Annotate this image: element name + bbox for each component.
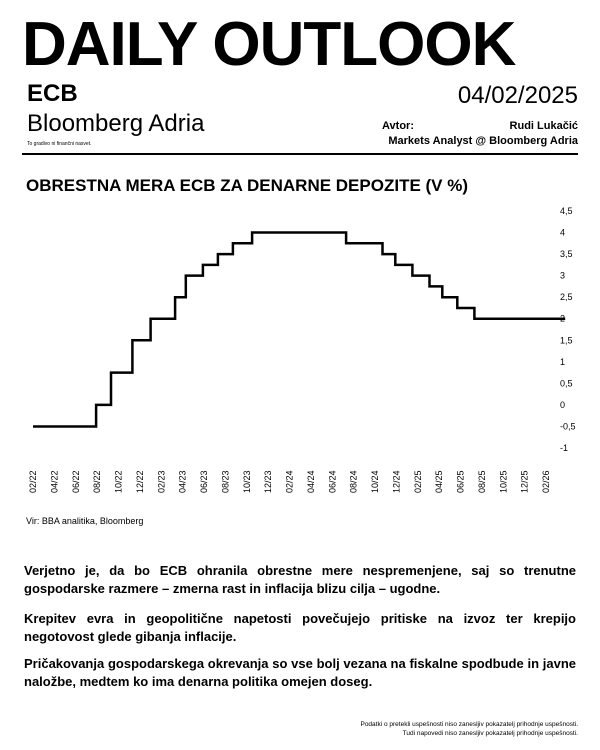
y-tick-label: 3,5 (560, 249, 573, 260)
chart-source: Vir: BBA analitika, Bloomberg (26, 516, 144, 526)
brand-logo-text: Bloomberg Adria (27, 110, 205, 137)
author-label: Avtor: (382, 120, 414, 132)
x-tick-label: 06/24 (327, 470, 338, 493)
x-tick-label: 08/22 (92, 470, 103, 493)
x-tick-label: 12/22 (134, 470, 145, 493)
rate-chart (0, 195, 600, 525)
x-tick-label: 04/25 (434, 470, 445, 493)
y-tick-label: 0 (560, 399, 566, 410)
header-divider (22, 153, 578, 155)
x-tick-label: 02/25 (412, 470, 423, 493)
y-tick-label: 2 (560, 313, 566, 324)
series-line-deposit-rate (33, 233, 565, 427)
x-tick-label: 06/22 (70, 470, 81, 493)
x-tick-label: 04/23 (177, 470, 188, 493)
author-name: Rudi Lukačić (509, 120, 578, 132)
x-axis-ticks (28, 470, 551, 493)
paragraph-3: Pričakovanja gospodarskega okrevanja so vse bolj vezana na fiskalne spodbude in javne naložbe, medtem ko ima denarna politika omejen doseg. (24, 656, 576, 689)
x-tick-label: 02/26 (541, 470, 551, 493)
chart-title: OBRESTNA MERA ECB ZA DENARNE DEPOZITE (V %) (26, 176, 469, 195)
x-tick-label: 08/25 (476, 470, 487, 493)
x-tick-label: 08/23 (220, 470, 231, 493)
x-tick-label: 10/25 (498, 470, 509, 493)
x-tick-label: 12/23 (263, 470, 274, 493)
x-tick-label: 04/24 (305, 470, 316, 493)
disclaimer-line-1: Podatki o pretekli uspešnosti niso zanesljiv pokazatelj prihodnje uspešnosti. (360, 721, 578, 728)
x-tick-label: 06/23 (199, 470, 209, 493)
x-tick-label: 12/24 (391, 470, 402, 493)
x-tick-label: 10/22 (113, 470, 124, 493)
x-tick-label: 08/24 (348, 470, 359, 493)
x-tick-label: 04/22 (49, 470, 60, 493)
report-date: 04/02/2025 (457, 82, 578, 109)
paragraph-1: Verjetno je, da bo ECB ohranila obrestne mere nespremenjene, saj so trenutne gospodarske razmere – zmerna rast in inflacija blizu cilja – ugodne. (24, 563, 576, 596)
x-tick-label: 10/24 (370, 470, 380, 493)
y-tick-label: 4 (560, 227, 566, 238)
report-title: DAILY OUTLOOK (22, 10, 516, 79)
x-tick-label: 02/23 (156, 470, 167, 493)
y-tick-label: 4,5 (560, 206, 573, 216)
y-tick-label: -0,5 (560, 421, 576, 432)
x-tick-label: 06/25 (455, 470, 466, 493)
y-tick-label: 1 (560, 356, 566, 367)
report-subject: ECB (27, 80, 78, 107)
y-tick-label: 1,5 (560, 335, 573, 346)
x-tick-label: 02/24 (284, 470, 295, 493)
x-tick-label: 12/25 (519, 470, 530, 493)
paragraph-2: Krepitev evra in geopolitične napetosti povečujejo pritiske na izvoz ter krepijo negotovost glede gibanja inflacije. (24, 611, 576, 644)
y-tick-label: -1 (560, 443, 569, 453)
tagline: To gradivo ni finančni nasvet. (27, 141, 92, 147)
y-tick-label: 0,5 (560, 378, 573, 389)
disclaimer-line-2: Tudi napovedi niso zanesljiv pokazatelj prihodnje uspešnosti. (402, 730, 578, 737)
y-tick-label: 3 (560, 270, 566, 281)
x-tick-label: 02/22 (28, 470, 38, 493)
x-tick-label: 10/23 (241, 470, 252, 493)
y-tick-label: 2,5 (560, 292, 573, 303)
y-axis-ticks (560, 206, 576, 453)
author-role: Markets Analyst @ Bloomberg Adria (388, 135, 578, 147)
